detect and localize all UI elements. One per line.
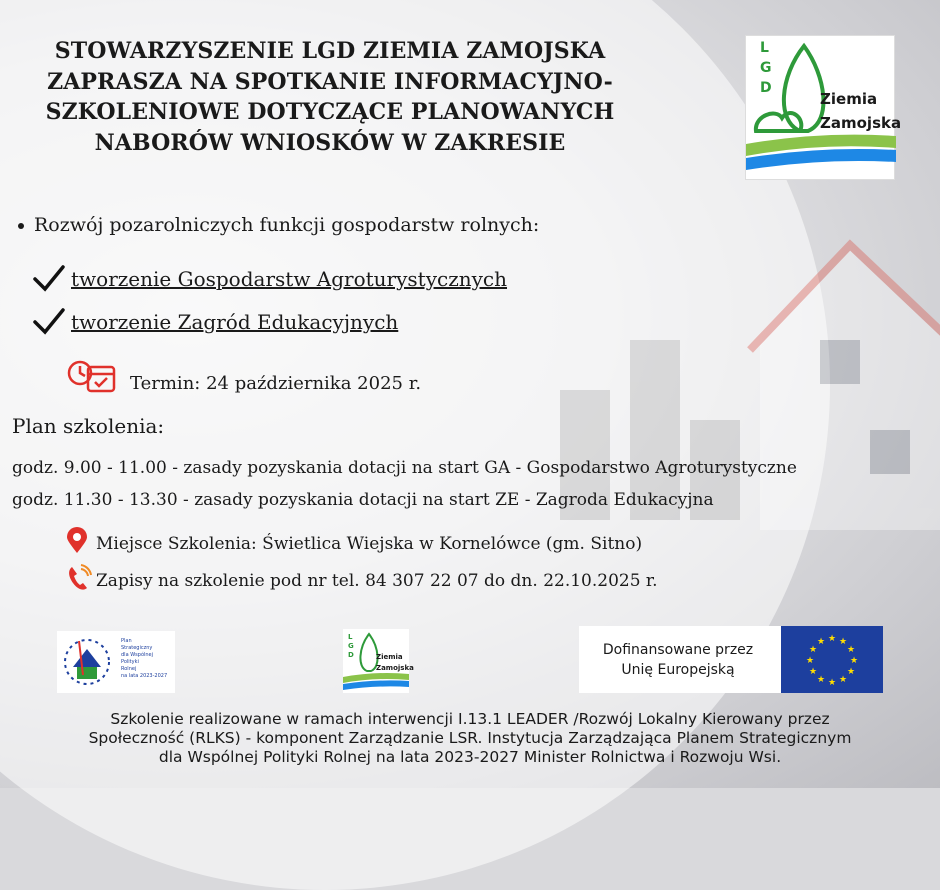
footer-line: Społeczność (RLKS) - komponent Zarządzanie LSR. Instytucja Zarządzająca Planem Strategicznym	[88, 729, 852, 747]
svg-text:★: ★	[816, 637, 826, 647]
headline-line: NABORÓW WNIOSKÓW W ZAKRESIE	[94, 129, 566, 156]
eu-text-line: Unię Europejską	[621, 662, 735, 678]
check-icon	[33, 264, 71, 297]
lgd-logo	[745, 35, 902, 180]
calendar-clock-icon	[66, 355, 118, 400]
svg-text:★: ★	[827, 678, 837, 688]
psp-text-line: Plan	[121, 638, 132, 644]
lgd-logo-small	[343, 629, 414, 693]
footer-line: dla Wspólnej Polityki Rolnej na lata 2023-2027 Minister Rolnictwa i Rozwoju Wsi.	[158, 748, 782, 766]
check-item-text: tworzenie Gospodarstw Agroturystycznych	[71, 267, 508, 291]
eu-logo-text	[579, 640, 777, 680]
term-row	[66, 355, 421, 400]
house-background-image	[720, 230, 940, 530]
svg-text:Zamojska: Zamojska	[820, 114, 902, 132]
eu-logo	[579, 626, 883, 693]
bullet-text: Rozwój pozarolniczych funkcji gospodarstw rolnych:	[34, 214, 540, 236]
psp-logo	[57, 631, 175, 693]
plan-title: Plan szkolenia:	[12, 414, 165, 438]
svg-text:★: ★	[816, 675, 826, 685]
headline-line: STOWARZYSZENIE LGD ZIEMIA ZAMOJSKA	[54, 38, 606, 64]
svg-text:★: ★	[805, 656, 815, 666]
footer-text	[30, 710, 910, 767]
bullet-dot-icon	[18, 223, 24, 229]
psp-text-line: Rolnej	[121, 666, 137, 672]
svg-text:L: L	[348, 633, 353, 641]
svg-text:L: L	[760, 40, 769, 56]
svg-text:G: G	[760, 60, 772, 76]
svg-text:★: ★	[849, 656, 859, 666]
psp-text-line: Polityki	[121, 659, 139, 665]
eu-flag-icon	[781, 626, 883, 693]
svg-text:★: ★	[846, 645, 856, 655]
check-item	[33, 307, 398, 340]
svg-text:★: ★	[808, 645, 818, 655]
svg-text:★: ★	[808, 667, 818, 677]
eu-text-line: Dofinansowane przez	[602, 642, 754, 658]
svg-text:G: G	[348, 642, 354, 650]
footer-line: Szkolenie realizowane w ramach interwencji I.13.1 LEADER /Rozwój Lokalny Kierowany przez	[110, 710, 830, 728]
check-item-text: tworzenie Zagród Edukacyjnych	[71, 310, 399, 334]
psp-text-line: na lata 2023-2027	[121, 673, 168, 679]
psp-logo-text	[121, 638, 167, 680]
coins-background-image	[560, 300, 740, 520]
svg-text:Zamojska: Zamojska	[376, 664, 414, 672]
map-pin-icon	[66, 528, 92, 559]
psp-text-line: Strategiczny	[121, 645, 153, 651]
svg-text:D: D	[348, 651, 354, 659]
check-icon	[33, 307, 71, 340]
place-row	[66, 528, 642, 559]
signup-row	[66, 564, 658, 597]
svg-text:★: ★	[827, 634, 837, 644]
plan-line: godz. 9.00 - 11.00 - zasady pozyskania dotacji na start GA - Gospodarstwo Agroturystyczne	[12, 458, 797, 478]
svg-text:★: ★	[838, 637, 848, 647]
check-item	[33, 264, 507, 297]
svg-text:Ziemia: Ziemia	[820, 90, 878, 108]
phone-icon	[66, 564, 92, 597]
headline-line: SZKOLENIOWE DOTYCZĄCE PLANOWANYCH	[45, 99, 615, 125]
svg-text:Ziemia: Ziemia	[376, 653, 403, 661]
term-text: Termin: 24 października 2025 r.	[130, 373, 422, 394]
headline	[20, 36, 640, 158]
svg-text:★: ★	[838, 675, 848, 685]
bullet-item	[18, 214, 539, 236]
place-text: Miejsce Szkolenia: Świetlica Wiejska w Kornelówce (gm. Sitno)	[96, 533, 643, 554]
plan-line: godz. 11.30 - 13.30 - zasady pozyskania dotacji na start ZE - Zagroda Edukacyjna	[12, 490, 714, 510]
svg-text:D: D	[760, 80, 772, 96]
svg-text:★: ★	[846, 667, 856, 677]
lgd-logo-graphic	[746, 36, 902, 181]
signup-text: Zapisy na szkolenie pod nr tel. 84 307 22 07 do dn. 22.10.2025 r.	[96, 570, 658, 591]
headline-line: ZAPRASZA NA SPOTKANIE INFORMACYJNO-	[47, 68, 613, 95]
psp-text-line: dla Wspólnej	[121, 652, 154, 658]
